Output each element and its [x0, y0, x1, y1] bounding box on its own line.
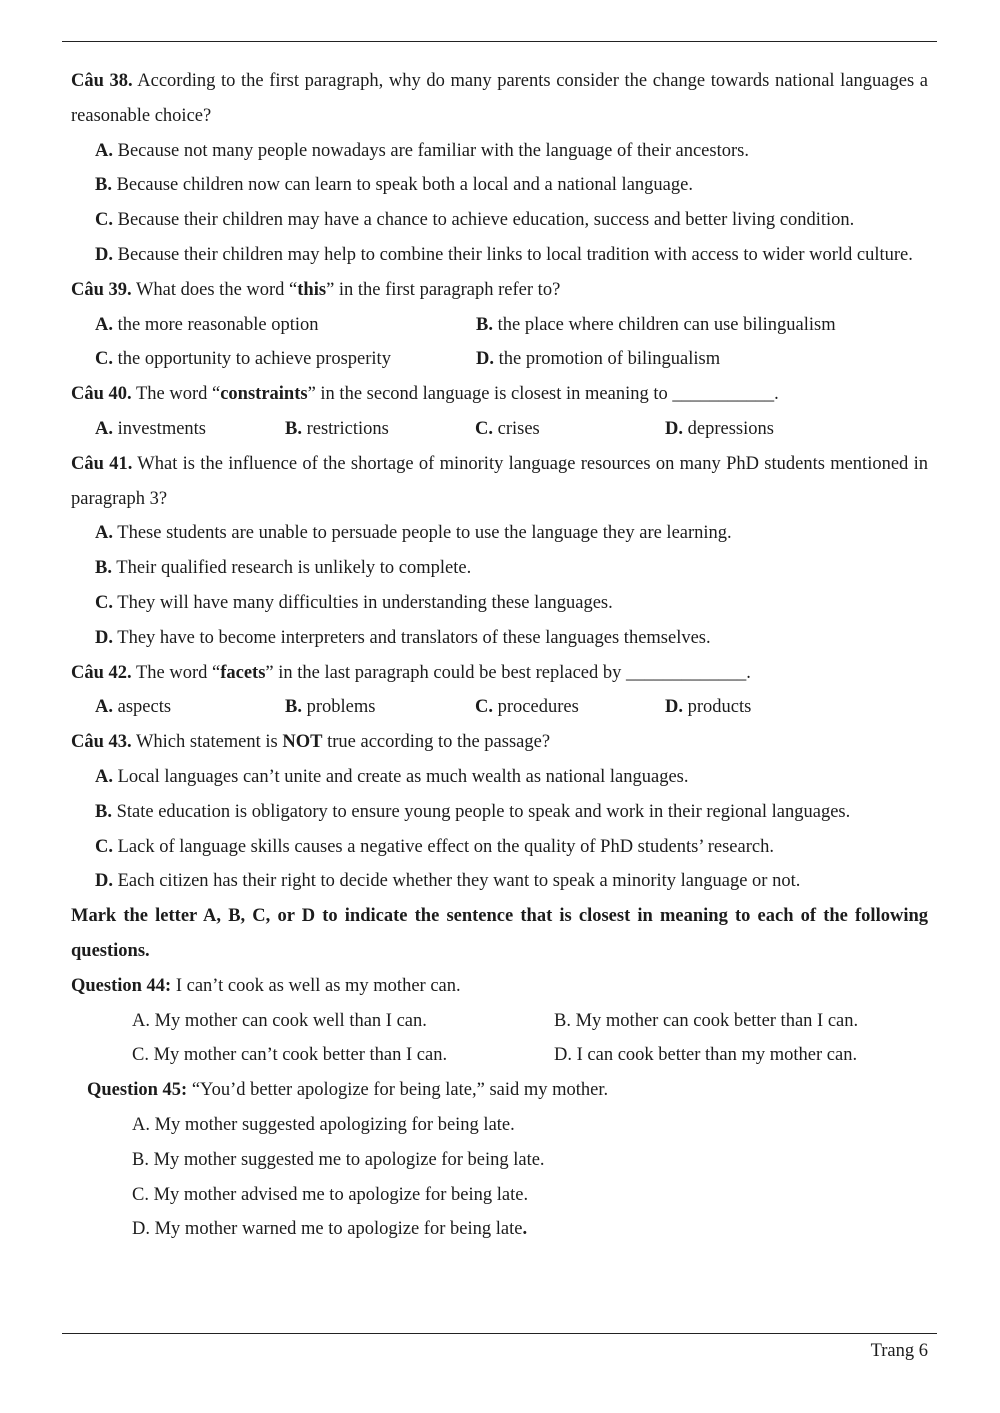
option-b[interactable]: B. My mother suggested me to apologize for being late.	[132, 1149, 545, 1170]
option-b[interactable]	[71, 168, 928, 203]
question-44	[71, 969, 928, 1004]
option-letter: A.	[95, 766, 113, 787]
question-label: Question 44:	[71, 975, 172, 996]
option-letter: D.	[95, 871, 113, 892]
question-stem: According to the first paragraph, why do many parents consider the change towards national languages a reasonable choice?	[71, 71, 928, 126]
question-label: Câu 39.	[71, 279, 132, 300]
question-keyword: constraints	[220, 384, 308, 405]
option-a[interactable]	[95, 412, 285, 447]
options-row	[71, 342, 928, 377]
question-keyword: NOT	[282, 732, 323, 753]
option-letter: C.	[95, 210, 113, 231]
options-row	[71, 1004, 928, 1039]
option-text: products	[687, 697, 752, 718]
option-b[interactable]	[285, 412, 475, 447]
option-text: crises	[497, 418, 540, 439]
option-a[interactable]	[95, 690, 285, 725]
option-text: Local languages can’t unite and create as much wealth as national languages.	[117, 766, 689, 787]
option-b[interactable]	[71, 795, 928, 830]
question-label: Câu 41.	[71, 453, 133, 474]
option-letter: A.	[95, 314, 113, 335]
question-stem: The word “	[135, 384, 221, 405]
option-c[interactable]	[71, 830, 928, 865]
option-d[interactable]: D. I can cook better than my mother can.	[554, 1045, 858, 1066]
option-d[interactable]	[71, 238, 928, 273]
option-d[interactable]	[71, 864, 928, 899]
option-letter: B.	[285, 697, 302, 718]
question-stem: Which statement is	[135, 732, 283, 753]
question-45	[71, 1073, 928, 1108]
option-a[interactable]: A. My mother can cook well than I can.	[132, 1010, 427, 1031]
question-stem: What does the word “	[135, 279, 298, 300]
question-stem: What is the influence of the shortage of minority language resources on many PhD students mentioned in paragraph 3?	[71, 453, 928, 509]
option-text: investments	[117, 418, 207, 439]
page-number: Trang 6	[870, 1341, 928, 1361]
option-text: the promotion of bilingualism	[498, 349, 721, 370]
option-c[interactable]	[71, 203, 928, 238]
options-row	[71, 412, 928, 447]
option-c[interactable]	[95, 342, 476, 377]
question-keyword: facets	[220, 662, 266, 683]
option-a[interactable]	[71, 760, 928, 795]
option-c[interactable]	[475, 412, 665, 447]
option-text: problems	[306, 697, 376, 718]
question-stem: The word “	[135, 662, 221, 683]
option-period: .	[522, 1219, 528, 1240]
footer-rule	[62, 1333, 937, 1334]
option-text: Each citizen has their right to decide whether they want to speak a minority language or not.	[117, 871, 801, 892]
option-letter: A.	[95, 523, 113, 544]
option-letter: B.	[95, 175, 112, 196]
option-text: the opportunity to achieve prosperity	[117, 349, 391, 370]
option-letter: A.	[95, 418, 113, 439]
question-stem-end: ” in the first paragraph refer to?	[326, 279, 561, 300]
question-38	[71, 64, 928, 134]
option-letter: D.	[95, 244, 113, 265]
option-d[interactable]	[665, 690, 855, 725]
option-text: depressions	[687, 418, 774, 439]
option-text: aspects	[117, 697, 172, 718]
option-letter: D.	[665, 418, 683, 439]
option-text: procedures	[497, 697, 579, 718]
option-b[interactable]	[71, 551, 928, 586]
question-stem: “You’d better apologize for being late,” said my mother.	[191, 1080, 609, 1101]
option-c[interactable]: C. My mother advised me to apologize for being late.	[132, 1184, 529, 1205]
option-text: D. My mother warned me to apologize for being late	[132, 1219, 523, 1240]
option-a[interactable]	[95, 308, 476, 343]
option-letter: C.	[95, 349, 113, 370]
section-instruction: Mark the letter A, B, C, or D to indicate the sentence that is closest in meaning to each of the following questions.	[71, 906, 928, 961]
question-keyword: this	[297, 279, 327, 300]
option-b[interactable]	[476, 308, 836, 343]
option-d[interactable]	[71, 621, 928, 656]
option-letter: B.	[285, 418, 302, 439]
option-text: They will have many difficulties in understanding these languages.	[117, 592, 613, 613]
header-rule	[62, 41, 937, 42]
question-stem-end: true according to the passage?	[322, 732, 551, 753]
option-b[interactable]: B. My mother can cook better than I can.	[554, 1010, 859, 1031]
option-d[interactable]	[71, 1212, 928, 1247]
options-row	[71, 308, 928, 343]
option-letter: C.	[475, 697, 493, 718]
option-c[interactable]: C. My mother can’t cook better than I can.	[132, 1045, 448, 1066]
question-label: Câu 38.	[71, 71, 133, 91]
question-42	[71, 656, 928, 691]
options-row	[71, 1038, 928, 1073]
option-letter: B.	[476, 314, 493, 335]
option-text: restrictions	[306, 418, 389, 439]
question-39	[71, 273, 928, 308]
option-text: They have to become interpreters and translators of these languages themselves.	[117, 627, 711, 648]
option-letter: C.	[95, 836, 113, 857]
option-text: These students are unable to persuade people to use the language they are learning.	[117, 523, 732, 544]
option-text: Because their children may have a chance to achieve education, success and better living condition.	[117, 210, 855, 231]
question-stem-end: ” in the last paragraph could be best replaced by _____________.	[265, 662, 751, 683]
option-letter: C.	[95, 592, 113, 613]
question-41	[71, 447, 928, 517]
option-letter: D.	[476, 349, 494, 370]
option-letter: B.	[95, 558, 112, 579]
option-a[interactable]: A. My mother suggested apologizing for being late.	[132, 1114, 515, 1135]
question-43	[71, 725, 928, 760]
options-row	[71, 690, 928, 725]
page-content	[71, 64, 928, 1247]
option-text: Lack of language skills causes a negative effect on the quality of PhD students’ research.	[117, 836, 774, 857]
question-label: Câu 43.	[71, 732, 132, 753]
question-label: Câu 42.	[71, 662, 132, 683]
option-letter: D.	[95, 627, 113, 648]
question-40	[71, 377, 928, 412]
question-stem: I can’t cook as well as my mother can.	[175, 975, 461, 996]
question-stem-end: ” in the second language is closest in meaning to ___________.	[307, 384, 779, 405]
option-d[interactable]	[665, 412, 855, 447]
option-text: Their qualified research is unlikely to complete.	[116, 558, 472, 579]
option-letter: A.	[95, 697, 113, 718]
option-letter: B.	[95, 801, 112, 822]
option-a[interactable]	[71, 134, 928, 169]
option-d[interactable]	[476, 342, 720, 377]
option-c[interactable]	[71, 586, 928, 621]
option-c[interactable]	[475, 690, 665, 725]
option-b[interactable]	[285, 690, 475, 725]
option-letter: D.	[665, 697, 683, 718]
option-letter: C.	[475, 418, 493, 439]
option-text: Because not many people nowadays are familiar with the language of their ancestors.	[117, 140, 749, 161]
option-text: the more reasonable option	[117, 314, 319, 335]
question-label: Câu 40.	[71, 384, 132, 405]
question-label: Question 45:	[87, 1080, 188, 1101]
option-letter: A.	[95, 140, 113, 161]
option-text: Because children now can learn to speak both a local and a national language.	[116, 175, 693, 196]
option-a[interactable]	[71, 516, 928, 551]
option-text: Because their children may help to combine their links to local tradition with access to wider world culture.	[117, 244, 913, 265]
option-text: the place where children can use bilingualism	[497, 314, 836, 335]
option-text: State education is obligatory to ensure young people to speak and work in their regional languages.	[116, 801, 851, 822]
